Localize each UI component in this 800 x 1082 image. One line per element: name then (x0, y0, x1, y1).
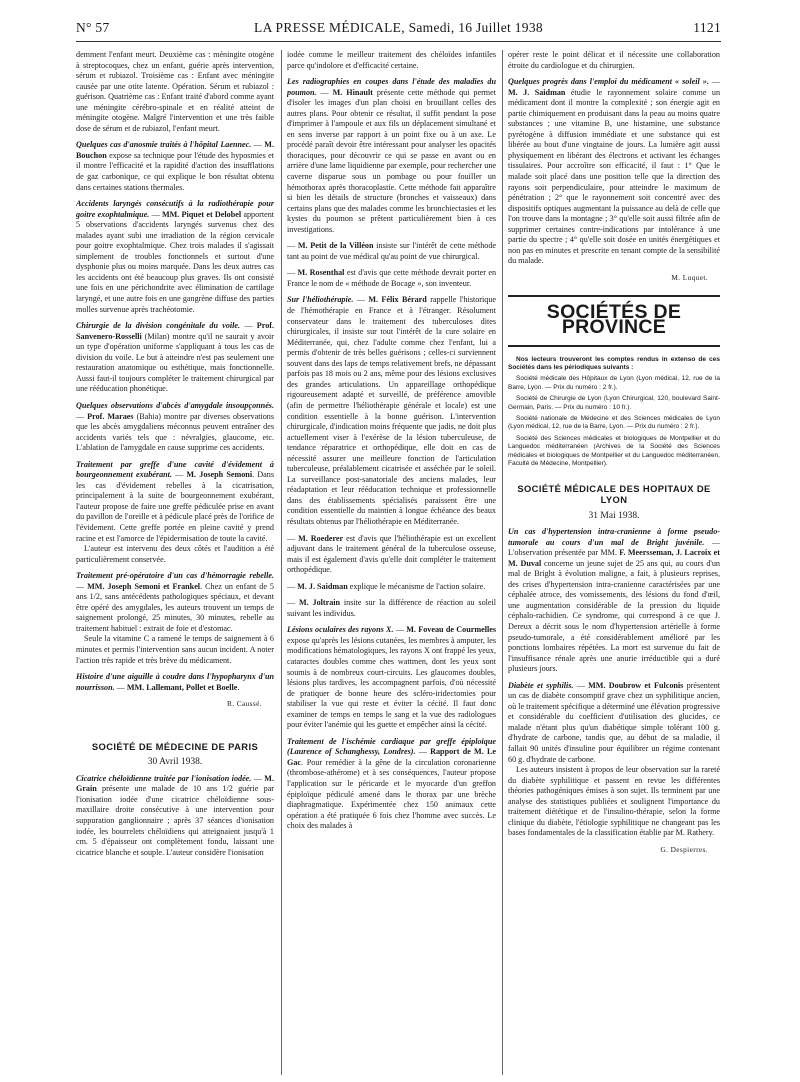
article-ischemia: Traitement de l'ischémie cardiaque par greffe épiploïque (Laurence of Schanghessy, Londres). — Rapport de M. Le Gac. Pour remédier à la gêne de la circulation coronarienne (thrombose-athérome) et à ses conséquences, l'auteur propose l'application sur le péricarde et le myocarde d'un greffon épiploïque pédiculé amené dans le thorax par une brèche diaphragmatique. Expérimentée chez 150 animaux cette opération a été pratiquée 6 fois chez l'homme avec succès. Le choix des malades à (287, 736, 496, 831)
discussion: — M. Petit de la Villéon insiste sur l'intérêt de cette méthode tant au point de vue médical qu'au point de vue chirurgical. (287, 241, 496, 261)
article-text: présente cette méthode qui permet d'isoler les images d'un plan choisi en brouillant celles des autres plans. Pour obtenir ce résultat, il suffit pendant la pose d'imprimer à l'ampoule et aux fils un déplacement simultané et en sens inverse par rapport à un point fixe ou à un axe. Le procédé paraît devoir être intéressant pour analyser les opacités thoraciques, pour découvrir ce qui se passe en avant ou en arrière d'une lame liquidienne par exemple, pour rechercher une caverne disparue sous un pombage ou pour fouiller un hémothorax après thoracoplastie. Cette méthode fait apparaître si bien les détails de structure (bronches et vaisseaux) dans certains plans que des malades comme les bronchiectasies et les kystes du poumon se prêtent particulièrement bien à ces investigations. (287, 87, 496, 234)
paragraph: Seule la vitamine C a ramené le temps de saignement à 6 minutes et permis l'intervention sans aucun incident. A noter l'action très rapide et très brève du médicament. (76, 634, 274, 665)
section-title: SOCIÉTÉS DE PROVINCE (546, 301, 682, 339)
article-author: F. Meersseman, J. Lacroix et M. Duval (508, 548, 720, 568)
article-author: MM. Joseph Semoni et Frankel (87, 581, 201, 591)
article-text: présente une malade de 10 ans 1/2 guérie par l'ionisation iodée d'une cicatrice chéloïdienne sous-maxillaire droite consécutive à une intervention pour suppuration ganglionnaire ; après 37 séances d'ionisation iodée, les bourrelets chéloïdiens qui atteignaient jusqu'à 1 cm. 5 d'épaisseur ont complètement fondu, laissant une cicatrice blanche et souple. L'auteur considère l'ionisation (76, 784, 274, 857)
article-title: Traitement de l'ischémie cardiaque par greffe épiploïque (Laurence of Schanghessy, Londres). (287, 736, 496, 757)
article-title: Diabète et syphilis. (508, 680, 574, 690)
article-otology: Quelques cas d'anosmie traités à l'hôpital Laennec. — M. Bouchon expose sa technique pour l'étude des hyposmies et il montre l'efficacité et la rapidité d'action des insufflations de gaz carbonique, ce qui explique le bon résultat obtenu dans certaines stations thermales. (76, 140, 274, 192)
article-radiography: Les radiographies en coupes dans l'étude des maladies du poumon. — M. Hinault présente cette méthode qui permet d'isoler les images d'un plan choisi en brouillant celles des autres plans. Pour obtenir ce résultat, il suffit pendant la pose d'imprimer à l'ampoule et aux fils un déplacement simultané et en sens inverse par rapport à un point fixe ou à un axe. Le procédé paraît devoir être intéressant pour analyser les opacités thoraciques, pour découvrir ce qui se passe en avant ou en arrière d'une lame liquidienne par exemple, pour rechercher une caverne disparue sous un pombage ou pour fouiller un hémothorax après thoracoplastie. Cette méthode fait apparaître si bien les détails de structure (bronches et vaisseaux) dans certains plans que des malades comme les bronchiectasies et les kystes du poumon se prêtent particulièrement bien à ces investigations. (287, 77, 496, 234)
article-palate: Chirurgie de la division congénitale du voile. — Prof. Sanvenero-Rosselli (Milan) montre qu'il ne saurait y avoir un type d'opération uniforme s'appliquant à tous les cas de division du voile. Le but à atteindre n'est pas seulement une restauration anatomique ou esthétique, mais fonctionnelle. Aussi faut-il toujours compléter le traitement chirurgical par une rééducation phonétique. (76, 321, 274, 394)
article-author: Prof. Maraes (87, 411, 134, 421)
notice-intro: Nos lecteurs trouveront les comptes rendus in extenso de ces Sociétés dans les périodiques suivants : (508, 355, 720, 371)
column-1 (76, 50, 274, 1075)
article-title: Accidents laryngés consécutifs à la radiothérapie pour goitre exophtalmique. (76, 199, 274, 219)
discussion: — M. Rosenthal est d'avis que cette méthode devrait porter en France le nom de « méthode de Bocage », son inventeur. (287, 268, 496, 288)
column-divider (281, 50, 282, 1075)
article-text: (Bahia) montre par diverses observations que les abcès amygdaliens méconnus peuvent entraîner des accidents variés tels que : névralgies, glaucome, etc. L'ablation de l'amygdale en cause supprime ces accidents. (76, 411, 274, 453)
article-graft: Traitement par greffe d'une cavité d'évidement à bourgeonnement exubérant. — M. Joseph Semoni. Dans les cas d'évidement rebelles à la cicatrisation, principalement à la suite de bourgeonnement exubérant, l'auteur propose de faire une greffe pédiculée prise en avant du pavillon de l'oreille et à pédicule placé près de l'orifice de l'évidement. Cette greffe portée en pleine cavité y prend racine et est l'amorce de l'épidermisation de toute la cavité. (76, 459, 274, 543)
article-text: Chez un enfant de 5 ans 1/2, sans antécédents pathologiques spéciaux, et devant être opéré des amygdales, les auteurs trouvent un temps de saignement prolongé, 25 minutes, 30 minutes, rebelle au traitement habituel : extrait de foie et d'estomac. (76, 581, 274, 633)
article-text: expose sa technique pour l'étude des hyposmies et il montre l'efficacité et la rapidité d'action des insufflations de gaz carbonique, ce qui explique le bon résultat obtenu dans certaines stations thermales. (76, 150, 274, 192)
signature: M. Luquet. (671, 272, 708, 282)
column-3 (508, 50, 720, 1075)
issue-date: Samedi, 16 Juillet 1938 (408, 20, 543, 35)
article-author: M. Joltrain (298, 598, 341, 608)
article-text: expose qu'après les lésions cutanées, les membres à amputer, les modifications hématologiques, les rayons X ont frappé les yeux, cataractes doubles comme ches wattmen, dont les yeux sont soumis à de nombreux court-circuits. Les glaucomes doubles, lésions plus tardives, les accompagnent parfois, d'où nécessité de pratiquer de bonne heure des scléro-iridectomies pour stabiliser la vue qui reste et éviter la cécité. Il faut donc examiner de temps en temps le sang et la vue des radiologues pour éviter l'anémie qui les guette et empêcher ainsi la cécité. (287, 635, 496, 730)
article-larynx: Accidents laryngés consécutifs à la radiothérapie pour goitre exophtalmique. — MM. Piquet et Delobel apportent 5 observations d'accidents laryngés survenus chez des malades ayant subi une irradiation de la région cervicale pour goitre exophtalmique. Chez trois malades il s'agissait simplement de troubles fonctionnels et surtout d'une dysphonie plus ou moins marquée. Dans les deux autres cas les accidents ont été beaucoup plus graves. Ils ont consisté une fois en une périchondrite avec élimination de cartilage laryngé, et une autre fois en une gangrène diffuse des parties molles survenue après trachéotomie. (76, 199, 274, 314)
article-author: M. Hinault (332, 87, 373, 97)
article-heliotherapy: Sur l'héliothérapie. — M. Félix Bérard rappelle l'historique de l'hémothérapie en France et à l'étranger. Résolument conservateur dans le traitement des tuberculoses dites chirurgicales, il insiste sur tout l'intérêt de la cure solaire en Méditerranée, qui, chez l'adulte comme chez l'enfant, lui a permis d'obtenir de très belles guérisons ; celles-ci surviennent souvent dans des laps de temps relativement brefs, ne dépassant parfois pas 18 mois ou 2 ans, même pour des lésions exclusives des grandes articulations. Un appareillage orthopédique rigoureusement adapté et surveillé, de préférence amovible (afin de permettre l'héliothérapie générale et locale) est une condition essentielle à la bonne guérison. L'intervention chirurgicale, d'indication moins fréquente que jadis, ne doit plus actuellement viser à l'exérèse de la lésion tuberculeuse, de tendance réparatrice et orthopédique, elle doit en cas de nécessité assurer une meilleure fonction de l'articulation tuberculeuse, préalablement cicatrisée et asséchée par le soleil. La surveillance post-sanatoriale des anciens malades, leur réadaptation et leur rééducation technique et professionnelle dans des établissements spécialisés paraissent être une condition essentielle du maintien à longue échéance des beaux résultats obtenus par l'héliothérapie en Méditerranée. (287, 295, 496, 526)
signature: G. Despierres. (660, 844, 708, 854)
journal-title: LA PRESSE MÉDICALE, (254, 20, 405, 35)
article-author: M. J. Saidman (508, 87, 566, 97)
article-text: Pour remédier à la gêne de la circulation coronarienne (thrombose-athérome) et à ses conséquences, l'auteur propose l'application sur le péricarde et le myocarde d'un greffon épiploïque pédiculé amené dans le thorax par une brèche diaphragmatique. Expérimentée chez 150 animaux cette opération a été pratiquée 6 fois chez l'homme avec succès. Le choix des malades à (287, 757, 496, 831)
article-text: rappelle l'historique de l'hémothérapie en France et à l'étranger. Résolument conservateur dans le traitement des tuberculoses dites chirurgicales, il insiste sur tout l'intérêt de la cure solaire en Méditerranée, qui, chez l'adulte comme chez l'enfant, lui a permis d'obtenir de très belles guérisons ; celles-ci surviennent souvent dans des laps de temps relativement brefs, ne dépassant parfois pas 18 mois ou 2 ans, même pour des lésions exclusives des grandes articulations. Un appareillage orthopédique rigoureusement adapté et surveillé, de préférence amovible (afin de permettre l'héliothérapie générale et locale) est une condition essentielle à la bonne guérison. L'intervention chirurgicale, d'indication moins fréquente que jadis, ne doit plus actuellement viser à l'exérèse de la lésion tuberculeuse, de tendance réparatrice et orthopédique, elle doit en cas de nécessité assurer une meilleure fonction de l'articulation tuberculeuse, préalablement cicatrisée et asséchée par le soleil. La surveillance post-sanatoriale des anciens malades, leur réadaptation et leur rééducation technique et professionnelle dans des établissements spécialisés paraissent être une condition essentielle du maintien à longue échéance des beaux résultats obtenus par l'héliothérapie en Méditerranée. (287, 295, 496, 526)
page-folio: 1121 (693, 20, 721, 35)
article-text: est d'avis que cette méthode devrait porter en France le nom de « méthode de Bocage », son inventeur. (287, 268, 496, 288)
article-title: Traitement pré-opératoire d'un cas d'hémorragie rebelle. (76, 571, 274, 581)
article-needle: Histoire d'une aiguille à coudre dans l'hypopharynx d'un nourrisson. — MM. Lallemant, Pollet et Boelle. (76, 672, 274, 692)
article-author: M. Félix Bérard (368, 295, 427, 305)
society-heading: SOCIÉTÉ MÉDICALE DES HOPITAUX DE LYON (517, 483, 711, 505)
article-text: apportent 5 observations d'accidents laryngés survenus chez des malades ayant subi une irradiation de la région cervicale pour goitre exophtalmique. Chez trois malades il s'agissait simplement de troubles fonctionnels et surtout d'une dysphonie plus ou moins marquée. Dans les deux autres cas les accidents ont été beaucoup plus graves. Ils ont consisté une fois en une périchondrite avec élimination de cartilage laryngé, et une autre fois en une gangrène diffuse des parties molles survenue après trachéotomie. (76, 209, 274, 314)
discussion: — M. Roederer est d'avis que l'héliothérapie est un excellent adjuvant dans le traitement général de la tuberculose osseuse, mais il est également d'avis qu'elle doit compléter le traitement orthopédique. (287, 533, 496, 575)
column-2 (287, 50, 496, 1075)
notice-item: Société des Sciences médicales et biologiques de Montpellier et du Languedoc méditerranéen (Archives de la Société des Sciences médicales et biologiques de Montpellier et du Languedoc méditerranéen, Faculté de Médecine, Montpellier). (508, 434, 720, 468)
masthead (76, 20, 721, 36)
article-author: M. Foveau de Courmelles (406, 625, 496, 635)
article-author: MM. Doubrow et Fulconis (588, 680, 684, 690)
page-header (76, 20, 721, 38)
article-tonsil: Quelques observations d'abcès d'amygdale insoupçonnés. — Prof. Maraes (Bahia) montre par diverses observations que les abcès amygdaliens méconnus peuvent entraîner des accidents variés tels que : névralgies, glaucome, etc. L'ablation de l'amygdale en cause supprime ces accidents. (76, 400, 274, 453)
notice-item: Société médicale des Hôpitaux de Lyon (Lyon médical, 12, rue de la Barre, Lyon. — Prix du numéro : 2 fr.). (508, 375, 720, 391)
notice-item: Société de Chirurgie de Lyon (Lyon Chirurgical, 120, boulevard Saint-Germain, Paris. — Prix du numéro : 10 fr.). (508, 395, 720, 411)
discussion: — M. Joltrain insite sur la différence de réaction au soleil suivant les individus. (287, 598, 496, 618)
periodicals-notice (508, 356, 720, 469)
signature: R. Caussé. (226, 699, 262, 709)
issue-number: N° 57 (76, 20, 110, 35)
article-text: est d'avis que l'héliothérapie est un excellent adjuvant dans le traitement général de la tuberculose osseuse, mais il est également d'avis qu'elle doit compléter le traitement orthopédique. (287, 533, 496, 575)
article-text: présentent un cas de diabète consomptif grave chez un syphilitique ancien, où le traitement spécifique a déterminé une élévation progressive et considérable du coefficient d'utilisation des glucides, ce malade n'étant plus qu'un diabétique simple tolérant 100 g. d'hydrate de carbone, tandis que, au début de sa maladie, il fallait 90 unités d'insuline pour équilibrer un régime contenant 60 g. d'hydrate de carbone. (508, 680, 720, 764)
article-text: étudie le rayonnement solaire comme un médicament dont il montre la complexité ; son énergie agit en partie chimiquement en produisant dans la peau au moins quatre substances ; une vitamine B, une histamine, une substance pyrétogène à diffusion immédiate et une substance qui est libérée au bout d'une vingtaine de jours. La lumière agit aussi physiquement en libérant des électrons et activant les échanges tissulaires. Pour accroître son efficacité, il faut : 1° Que le malade soit placé dans une position telle que la direction des rayons soit perpendiculaire, pour atteindre le maximum de pénétration ; 2° que le rayonnement soit concentré avec des dispositifs optiques augmentant la puissance au delà de celle que l'on trouve dans la montagne ; 3° qu'elle soit aussi filtrée afin de supprimer certaines contre-indications par intolérance à une partie du spectre ; 4° qu'elle soit dosée en unités énergétiques et non pas en minutes et prescrite en tenant compte de la sensibilité du malade. (508, 87, 720, 266)
article-author: M. Joseph Semoni (186, 470, 253, 480)
article-hypertension: Un cas d'hypertension intra-cranienne à forme pseudo-tumorale au cours d'un mal de Bright juvénile. — L'observation présentée par MM. F. Meersseman, J. Lacroix et M. Duval concerne un jeune sujet de 25 ans qui, au cours d'un mal de Bright à évolution maligne, a fait, à plusieurs reprises, des crises d'hypertension intra-cranienne caractérisées par une céphalée atroce, des vomissements, des lésions du fond d'œil, une augmentation considérable de la pression du liquide céphalo-rachidien. Ce syndrome, qui correspond à ce que J. Dereux a décrit sous le nom d'hypertension artérielle à forme pseudo-tumorale, a été considérablement amélioré par les ponctions lombaires répétées. La mort est survenue du fait de l'insuffisance rénale après une anurie irréductible qui a duré plusieurs jours. (508, 527, 720, 674)
paragraph: demment l'enfant meurt. Deuxième cas : méningite otogène à streptocoques, chez un enfant, guérie après intervention, sérum et rubiazol. Troisième cas : Enfant avec méningite causée par une otite latente. Opération. Sérum et rubiazol : guérison. Quatrième cas : Enfant traité d'abord comme ayant une méningite cérébro-spinale et en réalité atteint de méningite otogène. Malgré l'intervention et une très faible dose de sérum et de rubiazol, l'enfant meurt. (76, 50, 274, 133)
article-ocular-lesions: Lésions oculaires des rayons X. — M. Foveau de Courmelles expose qu'après les lésions cutanées, les membres à amputer, les modifications hématologiques, les rayons X ont frappé les yeux, cataractes doubles comme ches wattmen, dont les yeux sont soumis à de nombreux court-circuits. Les glaucomes doubles, lésions plus tardives, les accompagnent parfois, d'où nécessité de pratiquer de bonne heure des scléro-iridectomies pour stabiliser la vue qui reste et éviter la cécité. Il faut donc examiner de temps en temps le sang et la vue des radiologues pour éviter l'anémie qui les guette et empêcher ainsi la cécité. (287, 625, 496, 730)
article-author: MM. Piquet et Delobel (161, 209, 242, 219)
paragraph: iodée comme le meilleur traitement des chéloïdes infantiles parce qu'indolore et d'efficacité certaine. (287, 50, 496, 70)
article-hemorrhage: Traitement pré-opératoire d'un cas d'hémorragie rebelle. — MM. Joseph Semoni et Frankel. Chez un enfant de 5 ans 1/2, sans antécédents pathologiques spéciaux, et devant être opéré des amygdales, les auteurs trouvent un temps de saignement prolongé, 25 minutes, 30 minutes, rebelle au traitement habituel : extrait de foie et d'estomac. (76, 571, 274, 633)
article-diabetes: Diabète et syphilis. — MM. Doubrow et Fulconis présentent un cas de diabète consomptif grave chez un syphilitique ancien, où le traitement spécifique a déterminé une élévation progressive et considérable du coefficient d'utilisation des glucides, ce malade n'étant plus qu'un diabétique simple tolérant 100 g. d'hydrate de carbone, tandis que, au début de sa maladie, il fallait 90 unités d'insuline pour équilibrer un régime contenant 60 g. d'hydrate de carbone. (508, 680, 720, 764)
session-date: 30 Avril 1938. (147, 757, 203, 768)
paragraph: L'auteur est intervenu des deux côtés et l'audition a été particulièrement conservée. (76, 544, 274, 564)
article-text: Dans les cas d'évidement rebelles à la cicatrisation, principalement à la suite de bourgeonnement exubérant, l'auteur propose de faire une greffe pédiculée prise en avant du pavillon de l'oreille et à pédicule placé près de l'orifice de l'évidement. Cette greffe portée en pleine cavité y prend racine et est l'amorce de l'épidermisation de toute la cavité. (76, 470, 274, 543)
article-title: Sur l'héliothérapie. (287, 295, 354, 305)
article-author: M. Roederer (298, 533, 344, 543)
article-title: Les radiographies en coupes dans l'étude des maladies du poumon. (287, 77, 496, 97)
article-text: insite sur la différence de réaction au soleil suivant les individus. (287, 598, 496, 618)
article-author: M. Petit de la Villéon (297, 241, 374, 251)
article-author: Rapport de M. Le Gac (287, 747, 496, 767)
article-keloid: Cicatrice chéloïdienne traitée par l'ionisation iodée. — M. Grain présente une malade de 10 ans 1/2 guérie par l'ionisation iodée d'une cicatrice chéloïdienne sous-maxillaire droite consécutive à une intervention pour suppuration ganglionnaire ; après 37 séances d'ionisation iodée, les bourrelets chéloïdiens qui atteignaient jusqu'à 1 cm. 5 d'épaisseur ont complètement fondu, laissant une cicatrice blanche et souple. L'auteur considère l'ionisation (76, 773, 274, 857)
society-heading: SOCIÉTÉ DE MÉDECINE DE PARIS (91, 740, 259, 752)
article-title: Cicatrice chéloïdienne traitée par l'ionisation iodée. (76, 773, 252, 783)
article-text: L'observation présentée par MM. (508, 548, 617, 558)
article-author: Prof. Sanvenero-Rosselli (76, 321, 274, 341)
article-author: M. J. Saidman (297, 581, 348, 591)
article-title: Quelques progrès dans l'emploi du médicament « soleil ». (508, 77, 709, 87)
article-title: Lésions oculaires des rayons X. (287, 625, 394, 635)
article-sun-medicine: Quelques progrès dans l'emploi du médicament « soleil ». — M. J. Saidman étudie le rayonnement solaire comme un médicament dont il montre la complexité ; son énergie agit en partie chimiquement en produisant dans la peau au moins quatre substances ; une vitamine B, une histamine, une substance pyrétogène à diffusion immédiate et une substance qui est libérée au bout d'une vingtaine de jours. La lumière agit aussi physiquement en libérant des électrons et activant les échanges tissulaires. Pour accroître son efficacité, il faut : 1° Que le malade soit placé dans une position telle que la direction des rayons soit perpendiculaire, pour atteindre le maximum de pénétration ; 2° que le rayonnement soit concentré avec des dispositifs optiques augmentant la puissance au delà de celle que l'on trouve dans la montagne ; 3° qu'elle soit aussi filtrée afin de supprimer certaines contre-indications par intolérance à une partie du spectre ; 4° qu'elle soit dosée en unités énergétiques et non pas en minutes et prescrite en tenant compte de la sensibilité du malade. (508, 77, 720, 266)
article-author: M. Grain (76, 773, 274, 794)
discussion: — M. J. Saidman explique le mécanisme de l'action solaire. (287, 581, 486, 591)
article-title: Traitement par greffe d'une cavité d'évidement à bourgeonnement exubérant. (76, 459, 274, 480)
header-rule (76, 41, 721, 42)
paragraph: opérer reste le point délicat et il nécessite une collaboration étroite du cardiologue et du chirurgien. (508, 50, 720, 70)
session-date: 31 Mai 1938. (588, 510, 640, 521)
paragraph: Les auteurs insistent à propos de leur observation sur la rareté du diabète syphilitique et passent en revue les différentes théories pathogéniques émises à son sujet. Ils terminent par une analyse des statistiques publiées et soulignent l'importance du traitement diététique et de l'insulino-thérapie, selon la forme clinique du diabète, l'étiologie syphilitique ne changeant pas les bases fondamentales de la classification établie par M. Rathery. (508, 765, 720, 838)
article-text: (Milan) montre qu'il ne saurait y avoir un type d'opération uniforme s'appliquant à tous les cas de division du voile. Le but à atteindre n'est pas seulement une restauration anatomique ou esthétique, mais fonctionnelle. Aussi faut-il toujours compléter le traitement chirurgical par une rééducation phonétique. (76, 331, 274, 394)
article-author: M. Bouchon (76, 140, 274, 160)
article-title: Un cas d'hypertension intra-cranienne à forme pseudo-tumorale au cours d'un mal de Bright juvénile. (508, 527, 720, 547)
article-title: Chirurgie de la division congénitale du voile. (76, 321, 241, 331)
article-text: concerne un jeune sujet de 25 ans qui, au cours d'un mal de Bright à évolution maligne, a fait, à plusieurs reprises, des crises d'hypertension intra-cranienne caractérisées par une céphalée atroce, des vomissements, des lésions du fond d'œil, une augmentation considérable de la pression du liquide céphalo-rachidien. Ce syndrome, qui correspond à ce que J. Dereux a décrit sous le nom d'hypertension artérielle à forme pseudo-tumorale, a été considérablement amélioré par les ponctions lombaires répétées. La mort est survenue du fait de l'insuffisance rénale après une anurie irréductible qui a duré plusieurs jours. (508, 558, 720, 674)
article-author: M. Rosenthal (297, 268, 345, 278)
article-author: MM. Lallemant, Pollet et Boelle (126, 682, 238, 692)
article-text: insiste sur l'intérêt de cette méthode tant au point de vue médical qu'au point de vue chirurgical. (287, 241, 496, 261)
section-banner (508, 295, 720, 346)
article-title: Quelques cas d'anosmie traités à l'hôpital Laennec. (76, 140, 252, 150)
article-title: Histoire d'une aiguille à coudre dans l'hypopharynx d'un nourrisson. (76, 672, 274, 692)
article-text: explique le mécanisme de l'action solaire. (349, 581, 486, 591)
notice-item: Société nationale de Médecine et des Sciences médicales de Lyon (Lyon médical, 12, rue de la Barre, Lyon. — Prix du numéro : 2 fr.). (508, 415, 720, 431)
article-title: Quelques observations d'abcès d'amygdale insoupçonnés. (76, 400, 274, 410)
column-divider (502, 50, 503, 1075)
